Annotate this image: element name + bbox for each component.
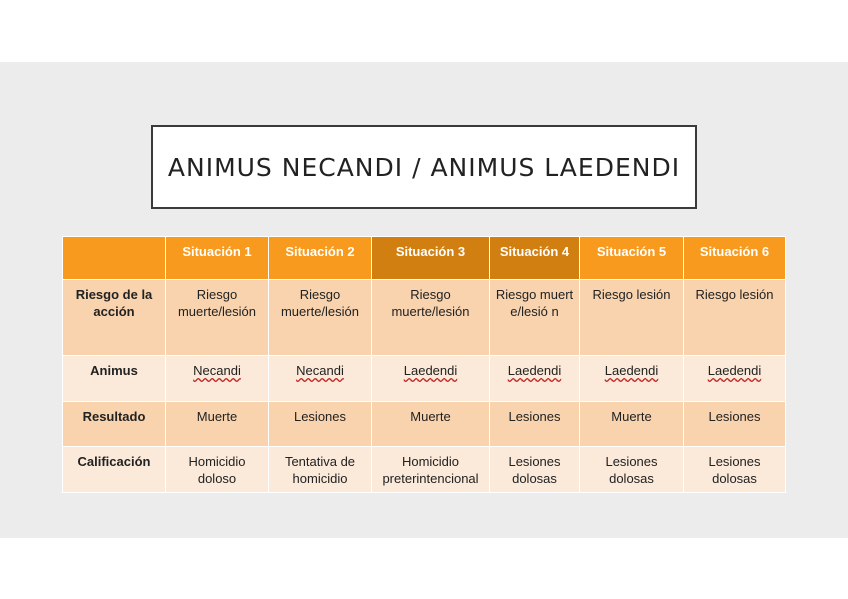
table-cell: Lesiones dolosas: [580, 447, 684, 493]
header-situacion-2: Situación 2: [269, 237, 372, 280]
table-cell: Lesiones: [684, 402, 786, 447]
table-cell: [580, 356, 684, 402]
table-row: [63, 447, 786, 493]
table-cell: Riesgo lesión: [580, 280, 684, 356]
table-cell: Homicidio preterintencional: [372, 447, 490, 493]
table-cell: Lesiones dolosas: [684, 447, 786, 493]
cell-text: Laedendi: [403, 363, 458, 378]
header-row: [63, 237, 786, 280]
table-cell: Riesgo muerte/lesión: [166, 280, 269, 356]
header-situacion-6: Situación 6: [684, 237, 786, 280]
header-situacion-3: Situación 3: [372, 237, 490, 280]
header-empty: [63, 237, 166, 280]
header-situacion-4: Situación 4: [490, 237, 580, 280]
table-cell: [490, 356, 580, 402]
comparison-table: [62, 236, 786, 493]
table-cell: Lesiones: [490, 402, 580, 447]
table-cell: Riesgo muerte/lesión: [269, 280, 372, 356]
cell-text: Necandi: [193, 363, 241, 378]
row-label: Riesgo de la acción: [63, 280, 166, 356]
row-label: Calificación: [63, 447, 166, 493]
table-cell: Homicidio doloso: [166, 447, 269, 493]
slide-title: ANIMUS NECANDI / ANIMUS LAEDENDI: [167, 152, 681, 182]
table-cell: [372, 356, 490, 402]
table-cell: Riesgo lesión: [684, 280, 786, 356]
row-label: Resultado: [63, 402, 166, 447]
table-cell: Riesgo muerte/lesió n: [490, 280, 580, 356]
table-cell: Muerte: [372, 402, 490, 447]
cell-text: Necandi: [296, 363, 344, 378]
table-cell: [684, 356, 786, 402]
header-situacion-5: Situación 5: [580, 237, 684, 280]
table-cell: Muerte: [166, 402, 269, 447]
title-box: [151, 125, 697, 209]
table-row: [63, 402, 786, 447]
row-label: Animus: [63, 356, 166, 402]
table-cell: [166, 356, 269, 402]
table-cell: Lesiones: [269, 402, 372, 447]
table-row: [63, 280, 786, 356]
table-cell: [269, 356, 372, 402]
header-situacion-1: Situación 1: [166, 237, 269, 280]
slide: [0, 62, 848, 538]
cell-text: Laedendi: [507, 363, 562, 378]
table-cell: Muerte: [580, 402, 684, 447]
table-cell: Lesiones dolosas: [490, 447, 580, 493]
cell-text: Laedendi: [707, 363, 762, 378]
table-cell: Tentativa de homicidio: [269, 447, 372, 493]
cell-text: Laedendi: [604, 363, 659, 378]
table-row: [63, 356, 786, 402]
table-cell: Riesgo muerte/lesión: [372, 280, 490, 356]
